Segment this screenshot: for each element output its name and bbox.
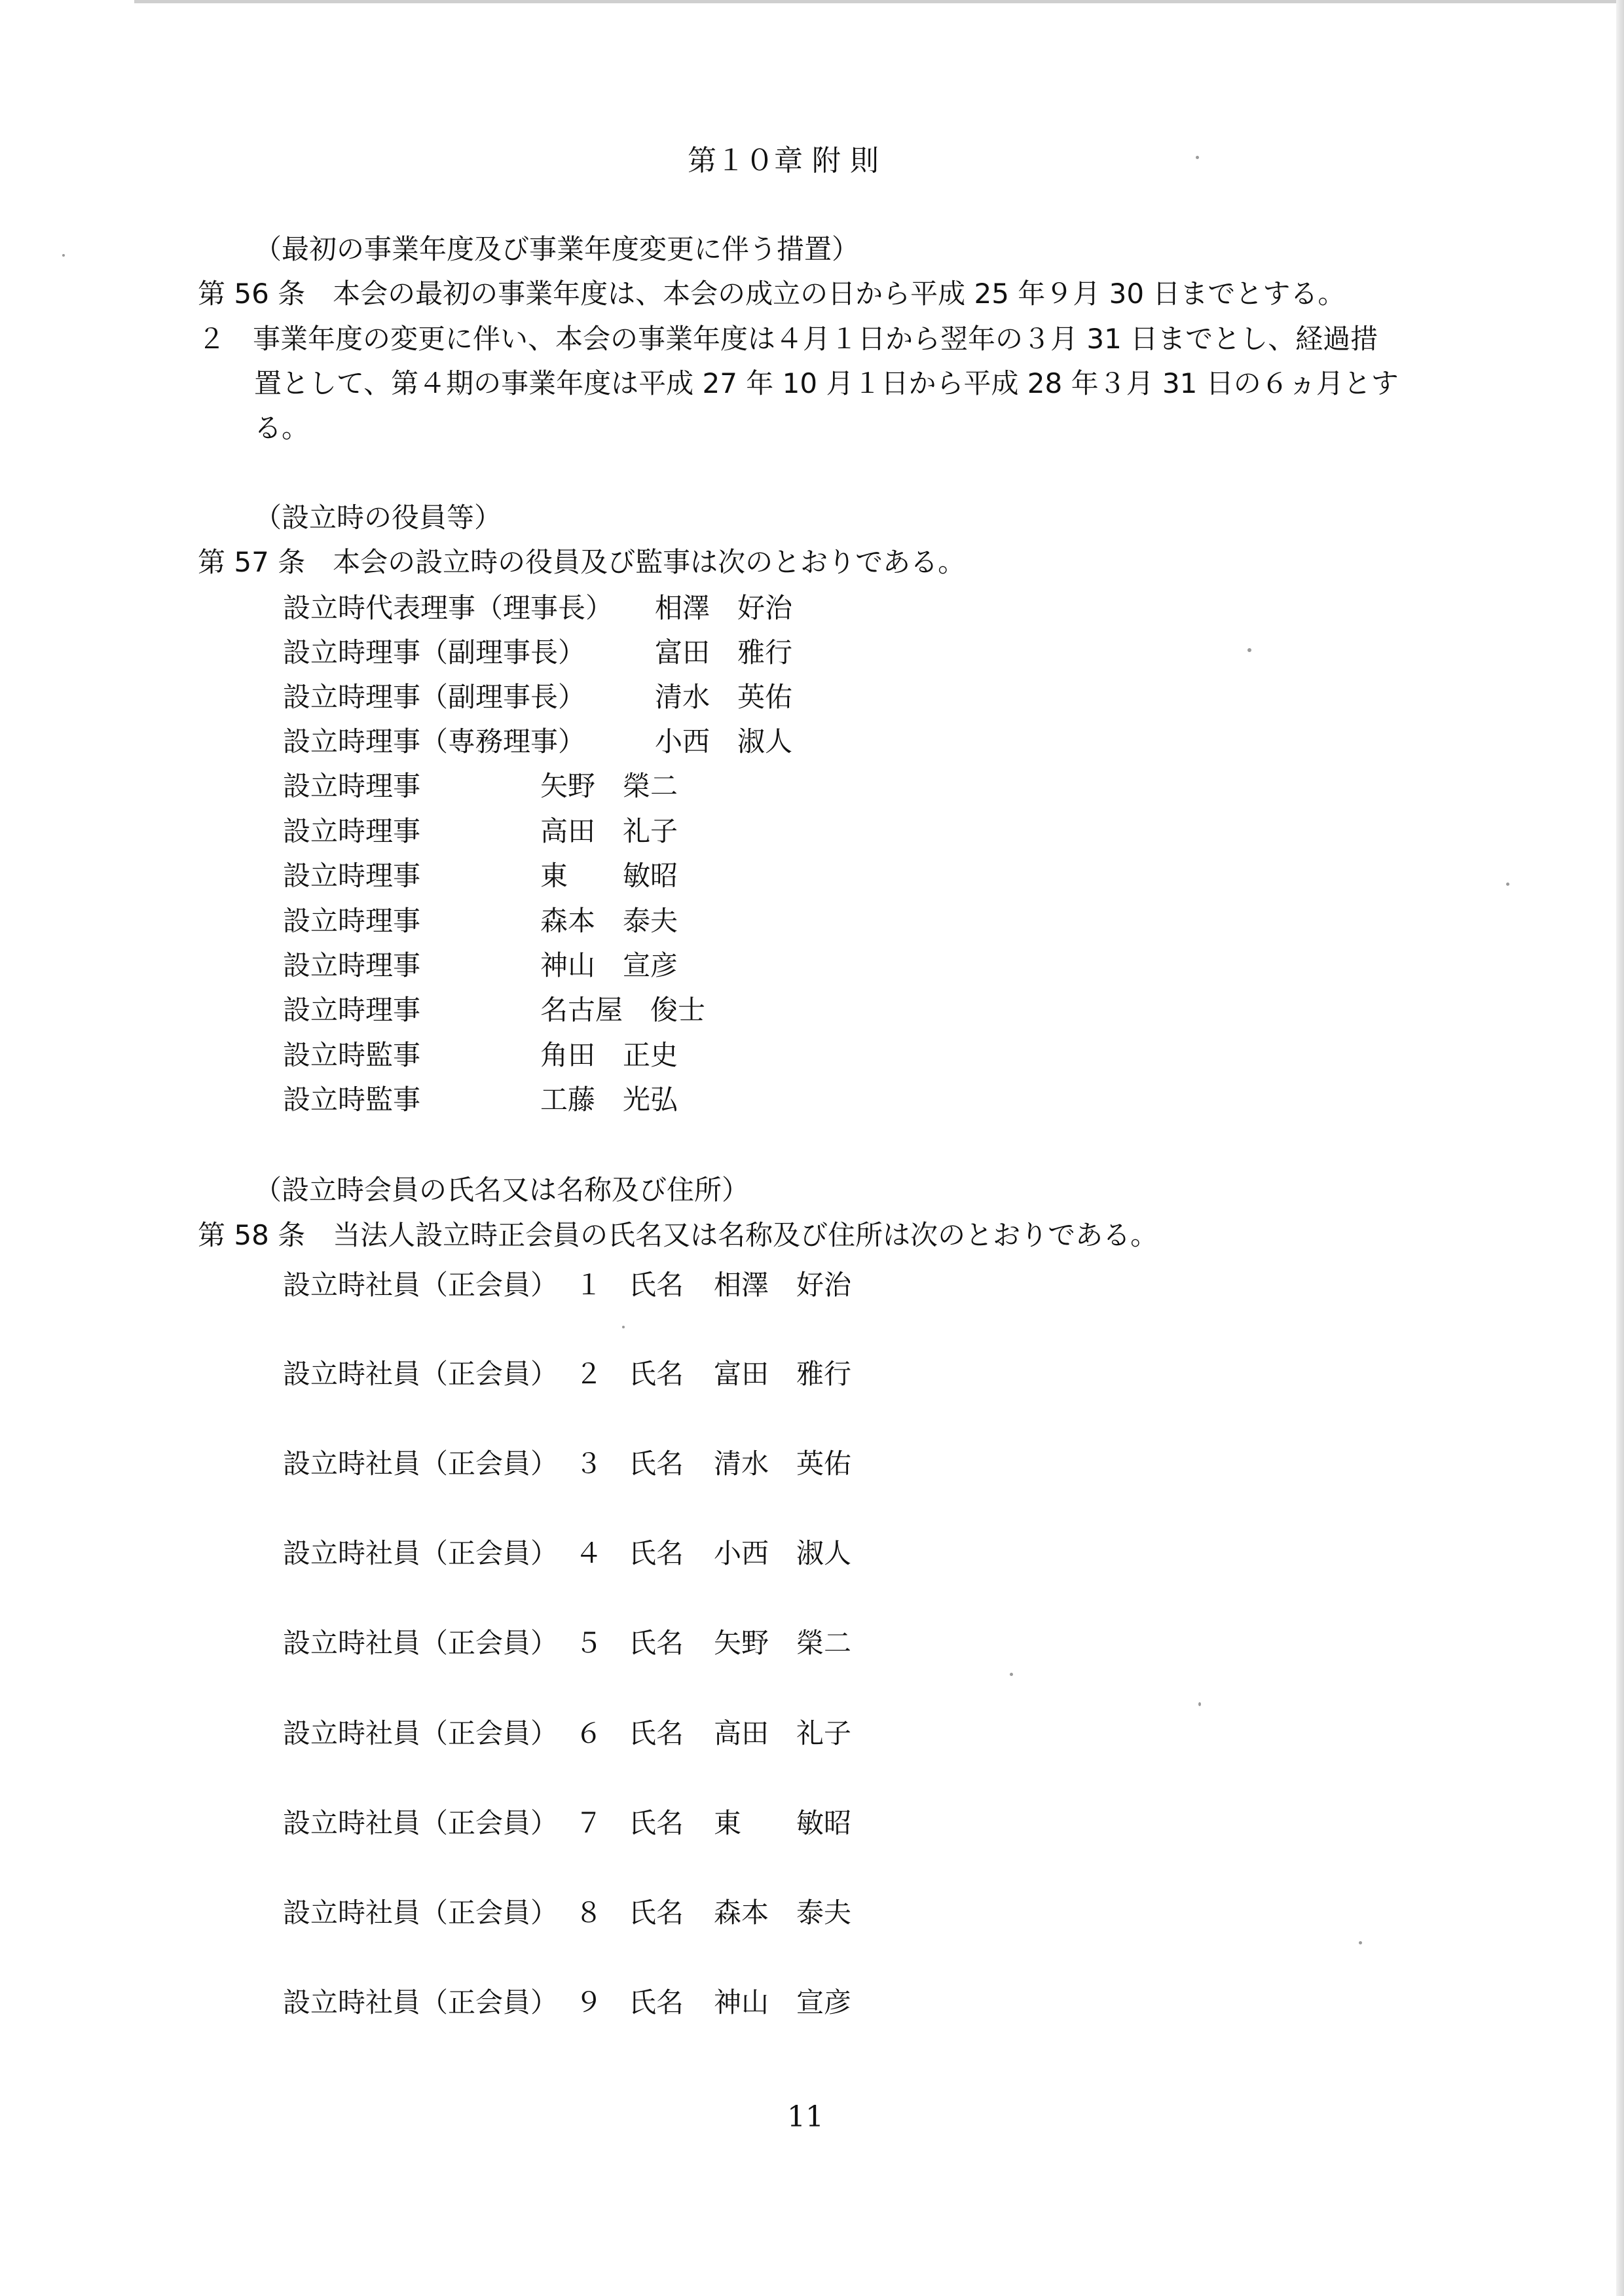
member-role: 設立時社員（正会員） bbox=[283, 1269, 559, 1301]
scan-speck bbox=[622, 1326, 625, 1328]
member-number: ６ bbox=[575, 1717, 603, 1749]
member-role: 設立時社員（正会員） bbox=[283, 1717, 559, 1749]
scan-speck bbox=[1506, 883, 1509, 886]
member-name-label: 氏名 bbox=[629, 1269, 684, 1301]
member-name: 神山 宣彦 bbox=[714, 1986, 852, 2018]
member-name-label: 氏名 bbox=[629, 1807, 684, 1839]
member-name: 相澤 好治 bbox=[714, 1269, 852, 1301]
member-name-label: 氏名 bbox=[629, 1358, 684, 1390]
officer-name: 工藤 光弘 bbox=[540, 1084, 678, 1116]
scan-speck bbox=[1196, 156, 1199, 159]
member-name-label: 氏名 bbox=[629, 1448, 684, 1480]
member-role: 設立時社員（正会員） bbox=[283, 1537, 559, 1569]
officer-role: 設立時理事 bbox=[283, 815, 421, 847]
officer-role: 設立時理事 bbox=[283, 994, 421, 1026]
officer-name: 角田 正史 bbox=[540, 1039, 678, 1071]
member-role: 設立時社員（正会員） bbox=[283, 1358, 559, 1390]
art56-para2-line2: 置として、第４期の事業年度は平成 27 年 10 月１日から平成 28 年３月 31 日の６ヵ月とす bbox=[254, 367, 1399, 399]
member-name: 清水 英佑 bbox=[714, 1448, 852, 1480]
officer-role: 設立時理事（副理事長） bbox=[283, 636, 586, 668]
officer-name: 相澤 好治 bbox=[655, 592, 793, 624]
page-number: 11 bbox=[787, 2100, 824, 2134]
member-name: 小西 淑人 bbox=[714, 1537, 852, 1569]
officer-role: 設立時理事（専務理事） bbox=[283, 725, 586, 757]
art58-heading: （設立時会員の氏名又は名称及び住所） bbox=[254, 1174, 750, 1206]
member-role: 設立時社員（正会員） bbox=[283, 1627, 559, 1659]
member-number: ５ bbox=[575, 1627, 603, 1659]
member-name: 富田 雅行 bbox=[714, 1358, 852, 1390]
member-name-label: 氏名 bbox=[629, 1537, 684, 1569]
officer-name: 名古屋 俊士 bbox=[540, 994, 706, 1026]
scan-speck bbox=[1247, 648, 1251, 652]
member-number: １ bbox=[575, 1269, 603, 1301]
officer-name: 神山 宣彦 bbox=[540, 949, 678, 981]
scan-right-edge bbox=[1616, 0, 1624, 2296]
officer-role: 設立時理事 bbox=[283, 860, 421, 892]
officer-role: 設立時理事 bbox=[283, 770, 421, 802]
officer-role: 設立時理事 bbox=[283, 905, 421, 937]
member-role: 設立時社員（正会員） bbox=[283, 1448, 559, 1480]
member-name: 矢野 榮二 bbox=[714, 1627, 852, 1659]
scan-speck bbox=[1010, 1673, 1013, 1676]
officer-name: 清水 英佑 bbox=[655, 681, 793, 713]
member-name-label: 氏名 bbox=[629, 1717, 684, 1749]
member-role: 設立時社員（正会員） bbox=[283, 1897, 559, 1929]
member-name-label: 氏名 bbox=[629, 1986, 684, 2018]
chapter-title: 第１０章 附 則 bbox=[688, 144, 879, 177]
member-number: ２ bbox=[575, 1358, 603, 1390]
officer-name: 高田 礼子 bbox=[540, 815, 678, 847]
member-number: ９ bbox=[575, 1986, 603, 2018]
member-number: ４ bbox=[575, 1537, 603, 1569]
art57-heading: （設立時の役員等） bbox=[254, 501, 502, 534]
officer-role: 設立時理事（副理事長） bbox=[283, 681, 586, 713]
art58-line1: 第 58 条 当法人設立時正会員の氏名又は名称及び住所は次のとおりである。 bbox=[198, 1219, 1158, 1251]
officer-name: 矢野 榮二 bbox=[540, 770, 678, 802]
officer-role: 設立時代表理事（理事長） bbox=[283, 592, 614, 624]
art56-para2-line1: ２ 事業年度の変更に伴い、本会の事業年度は４月１日から翌年の３月 31 日までとし、経過措 bbox=[198, 323, 1378, 355]
member-name: 森本 泰夫 bbox=[714, 1897, 852, 1929]
officer-name: 小西 淑人 bbox=[655, 725, 793, 757]
member-role: 設立時社員（正会員） bbox=[283, 1986, 559, 2018]
officer-role: 設立時監事 bbox=[283, 1084, 421, 1116]
officer-name: 東 敏昭 bbox=[540, 860, 678, 892]
member-name: 高田 礼子 bbox=[714, 1717, 852, 1749]
scan-speck bbox=[62, 254, 65, 257]
member-name-label: 氏名 bbox=[629, 1897, 684, 1929]
officer-name: 富田 雅行 bbox=[655, 636, 793, 668]
scan-speck bbox=[1198, 1702, 1201, 1706]
scan-top-edge bbox=[134, 0, 1624, 3]
art56-line1: 第 56 条 本会の最初の事業年度は、本会の成立の日から平成 25 年９月 30 日までとする。 bbox=[198, 278, 1346, 310]
member-number: ７ bbox=[575, 1807, 603, 1839]
art57-line1: 第 57 条 本会の設立時の役員及び監事は次のとおりである。 bbox=[198, 546, 966, 578]
member-number: ３ bbox=[575, 1448, 603, 1480]
officer-role: 設立時監事 bbox=[283, 1039, 421, 1071]
scan-speck bbox=[1359, 1941, 1362, 1944]
officer-role: 設立時理事 bbox=[283, 949, 421, 981]
officer-name: 森本 泰夫 bbox=[540, 905, 678, 937]
art56-para2-line3: る。 bbox=[254, 412, 310, 444]
art56-heading: （最初の事業年度及び事業年度変更に伴う措置） bbox=[254, 233, 860, 265]
member-name: 東 敏昭 bbox=[714, 1807, 852, 1839]
member-number: ８ bbox=[575, 1897, 603, 1929]
member-role: 設立時社員（正会員） bbox=[283, 1807, 559, 1839]
member-name-label: 氏名 bbox=[629, 1627, 684, 1659]
